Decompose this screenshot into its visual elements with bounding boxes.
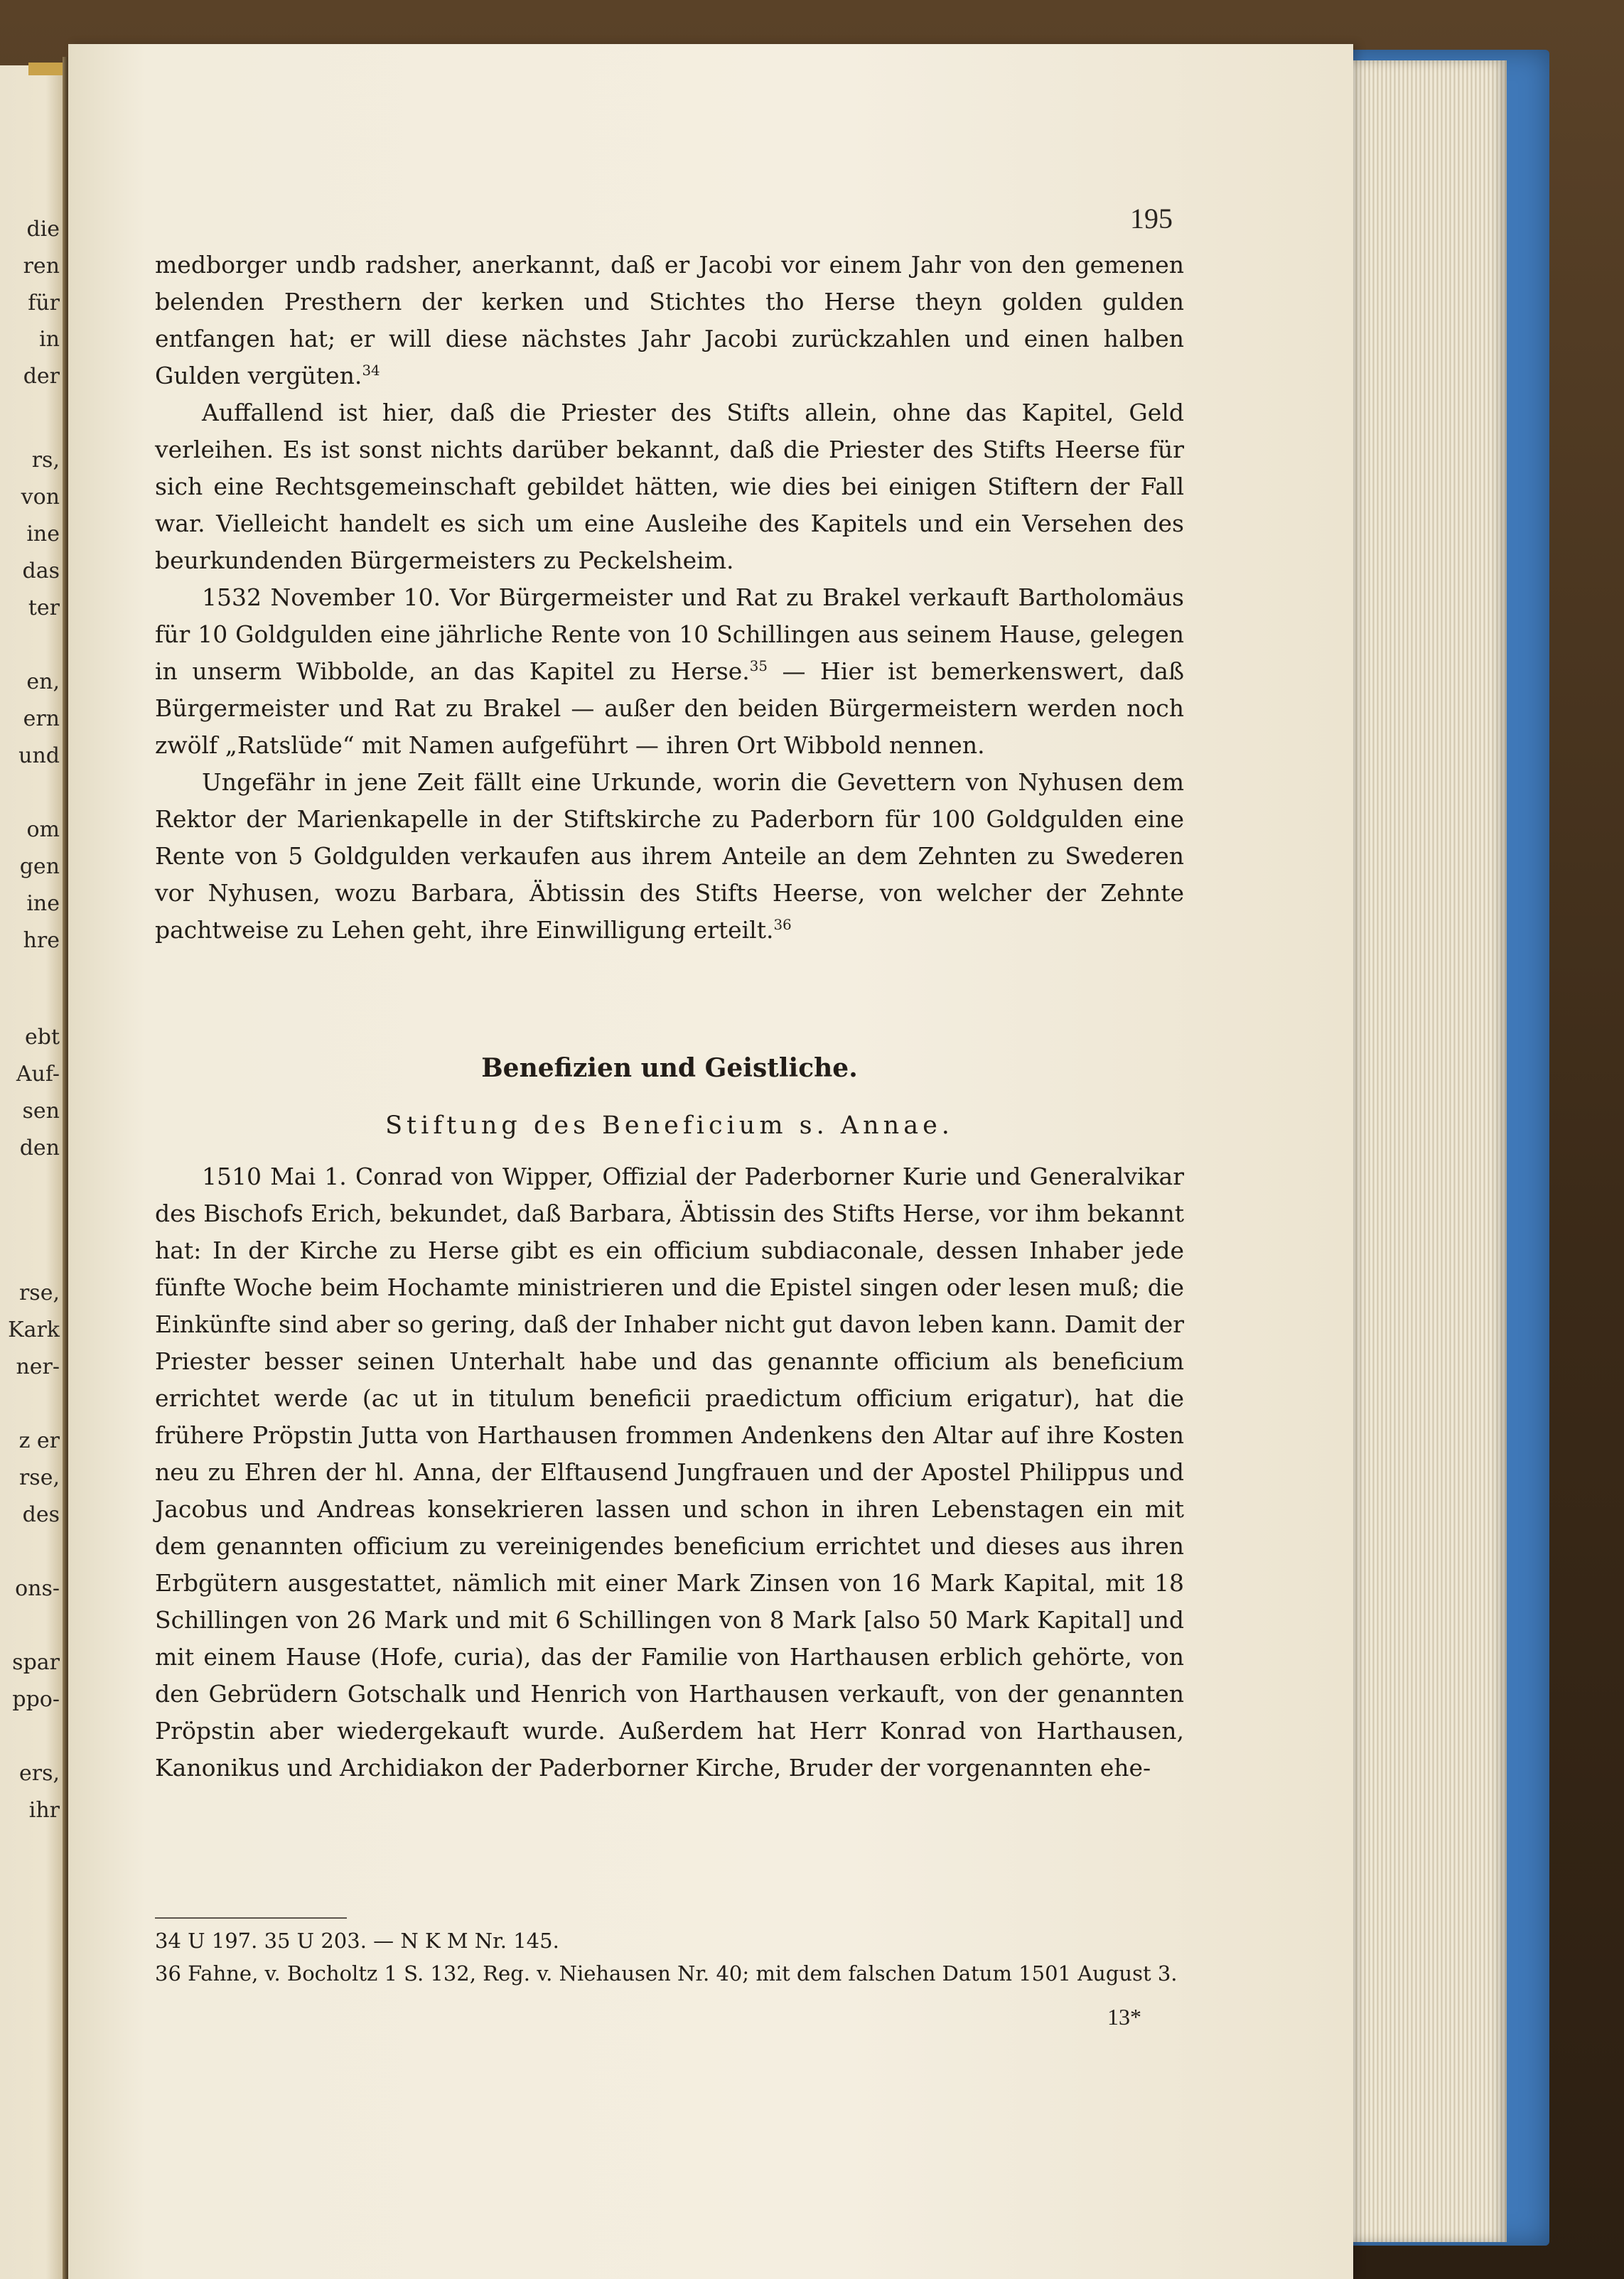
footnote-ref: 34 <box>362 362 380 379</box>
margin-fragment: ihr <box>28 1798 60 1823</box>
paragraph-text: Ungefähr in jene Zeit fällt eine Urkunde, worin die Gevettern von Nyhusen dem Rektor der Marienkapelle in der Stiftskirche zu Paderborn für 100 Goldgulden eine Rente von 5 Goldgulden verkaufen aus ihrem Anteile an dem Zehnten zu Swederen vor Nyhusen, wozu Barbara, Äbtissin des Stifts Heerse, von welcher der Zehnte pachtweise zu Lehen geht, ihre Einwilligung erteilt. <box>155 768 1184 944</box>
body-text-top <box>155 247 1184 949</box>
body-text-bottom <box>155 1158 1184 1787</box>
margin-fragment: ren <box>23 254 60 279</box>
paragraph <box>155 247 1184 394</box>
margin-fragment: und <box>18 743 60 768</box>
margin-fragment: gen <box>19 854 60 879</box>
footnote-rule <box>155 1917 347 1919</box>
footnote: 36 Fahne, v. Bocholtz 1 S. 132, Reg. v. Niehausen Nr. 40; mit dem falschen Datum 1501 August 3. <box>155 1961 1178 1986</box>
margin-fragment: spar <box>12 1650 60 1675</box>
margin-fragment: ers, <box>18 1761 60 1786</box>
margin-fragment: ter <box>28 596 60 620</box>
section-subheading: Stiftung des Beneficium s. Annae. <box>385 1111 954 1140</box>
margin-fragment: in <box>39 327 60 352</box>
margin-fragment: der <box>23 364 60 389</box>
footnote-ref: 35 <box>749 658 768 674</box>
right-page <box>68 44 1353 2279</box>
margin-fragment: das <box>22 559 60 583</box>
margin-fragment: Kark <box>8 1318 60 1342</box>
margin-fragment: den <box>19 1136 60 1160</box>
paragraph-text: Hier ist bemerkenswert, daß Bürgermeister und Rat zu Brakel — außer den beiden Bürgermeistern werden noch zwölf „Ratslüde“ mit Namen aufgeführt — ihren Ort Wibbold nennen. <box>155 657 1184 759</box>
margin-fragment: Auf- <box>16 1062 60 1087</box>
signature-mark: 13* <box>1107 2004 1141 2030</box>
margin-fragment: für <box>28 291 60 316</box>
paragraph <box>155 764 1184 949</box>
section-heading: Benefizien und Geistliche. <box>481 1053 858 1083</box>
margin-fragment: ebt <box>24 1025 60 1050</box>
page-number: 195 <box>1130 203 1173 235</box>
margin-fragment: ine <box>26 522 60 546</box>
margin-fragment: ern <box>23 706 60 731</box>
footnotes <box>155 1924 1184 1990</box>
margin-fragment: rse, <box>18 1465 60 1490</box>
margin-fragment: om <box>26 817 60 842</box>
paragraph: 1532 November 10. Vor Bürgermeister und Rat zu Brakel verkauft Bartholomäus für 10 Goldgulden eine jährliche Rente von 10 Schillingen aus seinem Hause, gelegen in unserm Wibbolde, an das Kapitel zu Herse.$^{35}$ — Hier ist bemerkenswert, daß Bürgermeister und Rat zu Brakel — außer den beiden Bürgermeistern werden noch zwölf „Ratslüde“ mit Namen aufgeführt — ihren Ort Wibbold nennen. <box>155 583 1184 759</box>
margin-fragment: ppo- <box>12 1687 60 1712</box>
paragraph: Auffallend ist hier, daß die Priester des Stifts allein, ohne das Kapitel, Geld verleihen. Es ist sonst nichts darüber bekannt, daß die Priester des Stifts Heerse für sich eine Rechtsgemeinschaft gebildet hätten, wie dies bei einigen Stiftern der Fall war. Vielleicht handelt es sich um eine Ausleihe des Kapitels und ein Versehen des beurkundenden Bürgermeisters zu Peckelsheim. <box>155 399 1184 574</box>
margin-fragment: en, <box>26 669 60 694</box>
margin-fragment: des <box>22 1502 60 1527</box>
margin-fragment: ine <box>26 891 60 916</box>
paragraph-text: 1532 November 10. Vor Bürgermeister und Rat zu Brakel verkauft Bartholomäus für 10 Goldgulden eine jährliche Rente von 10 Schillingen aus seinem Hause, gelegen in unserm Wibbolde, an das Kapitel zu Herse. <box>155 583 1184 685</box>
margin-fragment: hre <box>23 928 60 953</box>
margin-fragment: rs, <box>31 448 60 473</box>
margin-fragment: ons- <box>15 1576 60 1601</box>
margin-fragment: von <box>21 485 60 510</box>
footnote-ref: 36 <box>773 917 792 933</box>
paragraph-text: medborger undb radsher, anerkannt, daß er Jacobi vor einem Jahr von den gemenen belenden Presthern der kerken und Stichtes tho Herse theyn golden gulden entfangen hat; er will diese nächstes Jahr Jacobi zurückzahlen und einen halben Gulden vergüten. <box>155 251 1184 389</box>
margin-fragment: ner- <box>16 1354 60 1379</box>
paragraph: 1510 Mai 1. Conrad von Wipper, Offizial der Paderborner Kurie und Generalvikar des Bischofs Erich, bekundet, daß Barbara, Äbtissin des Stifts Herse, vor ihm bekannt hat: In der Kirche zu Herse gibt es ein officium subdiaconale, dessen Inhaber jede fünfte Woche beim Hochamte ministrieren und die Epistel singen oder lesen muß; die Einkünfte sind aber so gering, daß der Inhaber nicht gut davon leben kann. Damit der Priester besser seinen Unterhalt habe und das genannte officium als beneficium errichtet werde (ac ut in titulum beneficii praedictum officium erigatur), hat die frühere Pröpstin Jutta von Harthausen frommen Andenkens den Altar auf ihre Kosten neu zu Ehren der hl. Anna, der Elftausend Jungfrauen und der Apostel Philippus und Jacobus und Andreas konsekrieren lassen und schon in ihren Lebenstagen ein mit dem genannten officium zu vereinigendes beneficium errichtet und dieses aus ihren Erbgütern ausgestattet, nämlich mit einer Mark Zinsen von 16 Mark Kapital, mit 18 Schillingen von 26 Mark und mit 6 Schillingen von 8 Mark [also 50 Mark Kapital] und mit einem Hause (Hofe, curia), das der Familie von Harthausen erblich gehörte, von den Gebrüdern Gotschalk und Henrich von Harthausen verkauft, von der genannten Pröpstin aber wiedergekauft wurde. Außerdem hat Herr Konrad von Harthausen, Kanonikus und Archidiakon der Paderborner Kirche, Bruder der vorgenannten ehe- <box>155 1163 1184 1782</box>
margin-fragment: rse, <box>18 1281 60 1305</box>
margin-fragment: die <box>26 217 60 242</box>
page-edges <box>1336 60 1507 2242</box>
footnote: 34 U 197. 35 U 203. — N K M Nr. 145. <box>155 1929 559 1953</box>
margin-fragment: z er <box>18 1428 60 1453</box>
margin-fragment: sen <box>22 1099 60 1124</box>
left-page <box>0 65 65 2279</box>
